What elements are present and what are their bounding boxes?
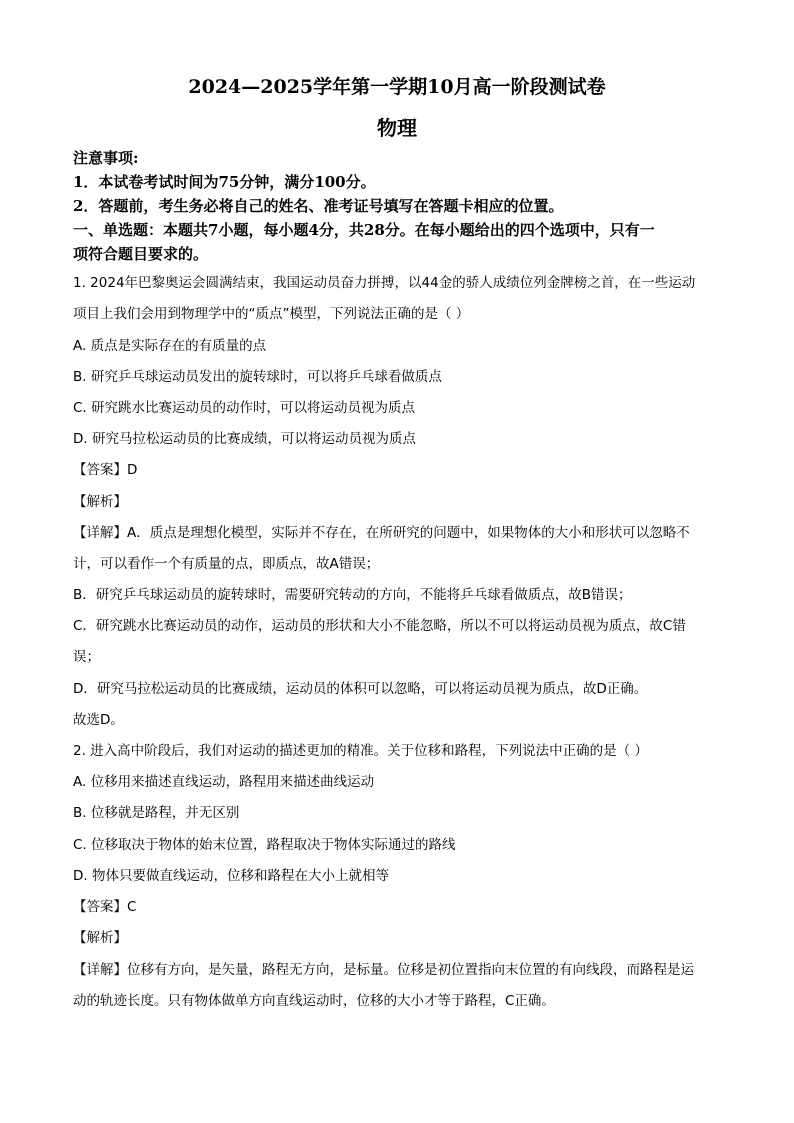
option-a: A. 质点是实际存在的有质量的点 [73, 338, 267, 354]
option-a: A. 位移用来描述直线运动，路程用来描述曲线运动 [73, 774, 375, 790]
option-b: B. 位移就是路程，并无区别 [73, 805, 240, 821]
section-heading-line: 项符合题目要求的。 [73, 245, 209, 263]
detail-line: B．研究乒乓球运动员的旋转球时，需要研究转动的方向，不能将乒乓球看做质点，故B错误； [73, 587, 632, 603]
analysis-label: 【解析】 [73, 930, 127, 946]
question-stem: 2. 进入高中阶段后，我们对运动的描述更加的精准。关于位移和路程，下列说法中正确的是（ ） [73, 743, 648, 759]
notes-heading: 注意事项: [73, 149, 139, 167]
detail-line: 动的轨迹长度。只有物体做单方向直线运动时，位移的大小才等于路程，C正确。 [73, 993, 555, 1009]
option-d: D. 研究马拉松运动员的比赛成绩，可以将运动员视为质点 [73, 431, 416, 447]
detail-line: 故选D。 [73, 712, 124, 728]
option-d: D. 物体只要做直线运动，位移和路程在大小上就相等 [73, 868, 389, 884]
answer-label: 【答案】D [73, 462, 138, 478]
detail-line: C．研究跳水比赛运动员的动作，运动员的形状和大小不能忽略，所以不可以将运动员视为质点，故C错 [73, 618, 686, 634]
option-c: C. 研究跳水比赛运动员的动作时，可以将运动员视为质点 [73, 400, 416, 416]
subject-title: 物理 [377, 116, 417, 140]
detail-line: 【详解】A．质点是理想化模型，实际并不存在，在所研究的问题中，如果物体的大小和形状可以忽略不 [73, 525, 690, 541]
question-stem: 项目上我们会用到物理学中的“质点”模型，下列说法正确的是（ ） [73, 306, 470, 322]
exam-title: 2024—2025学年第一学期10月高一阶段测试卷 [188, 76, 606, 98]
note-item: 2．答题前，考生务必将自己的姓名、准考证号填写在答题卡相应的位置。 [73, 197, 564, 215]
detail-line: D．研究马拉松运动员的比赛成绩，运动员的体积可以忽略，可以将运动员视为质点，故D正确。 [73, 681, 648, 697]
detail-line: 【详解】位移有方向，是矢量，路程无方向，是标量。位移是初位置指向末位置的有向线段，而路程是运 [73, 962, 694, 978]
detail-line: 误； [73, 649, 100, 665]
answer-label: 【答案】C [73, 899, 137, 915]
detail-line: 计，可以看作一个有质量的点，即质点，故A错误； [73, 556, 380, 572]
question-stem: 1. 2024年巴黎奥运会圆满结束，我国运动员奋力拼搏，以44金的骄人成绩位列金牌榜之首，在一些运动 [73, 275, 696, 291]
analysis-label: 【解析】 [73, 494, 127, 510]
section-heading-line: 一、单选题：本题共7小题，每小题4分，共28分。在每小题给出的四个选项中，只有一 [73, 221, 655, 239]
option-c: C. 位移取决于物体的始末位置，路程取决于物体实际通过的路线 [73, 837, 456, 853]
note-item: 1．本试卷考试时间为75分钟，满分100分。 [73, 173, 376, 191]
option-b: B. 研究乒乓球运动员发出的旋转球时，可以将乒乓球看做质点 [73, 369, 442, 385]
